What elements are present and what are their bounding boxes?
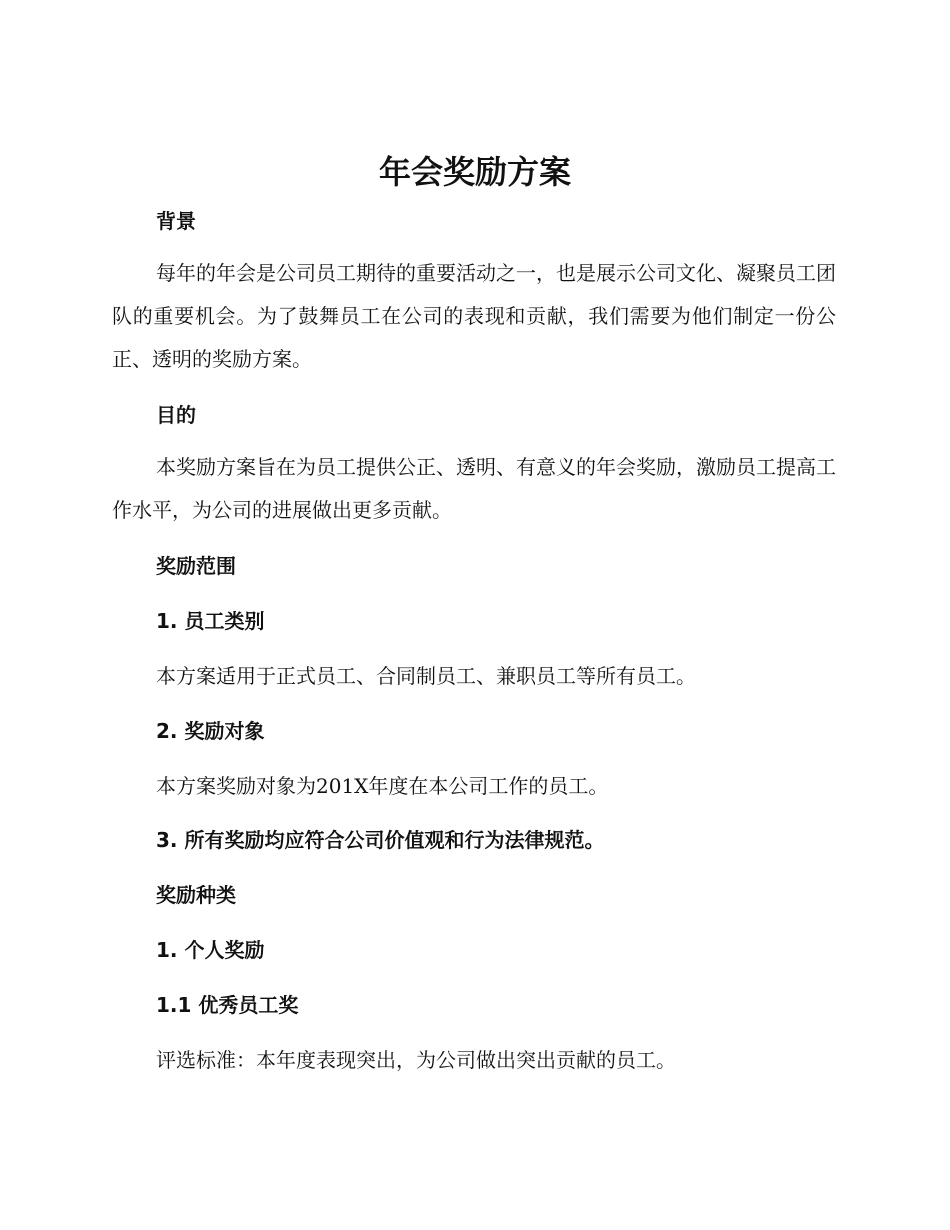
document-title: 年会奖励方案 [378, 153, 571, 191]
scope-item1-text: 本方案适用于正式员工、合同制员工、兼职员工等所有员工。 [156, 664, 696, 688]
types-item1-heading: 1. 个人奖励 [156, 938, 265, 962]
purpose-paragraph: 本奖励方案旨在为员工提供公正、透明、有意义的年会奖励，激励员工提高工作水平，为公司的进展做出更多贡献。 [112, 455, 836, 522]
background-paragraph: 每年的年会是公司员工期待的重要活动之一，也是展示公司文化、凝聚员工团队的重要机会。为了鼓舞员工在公司的表现和贡献，我们需要为他们制定一份公正、透明的奖励方案。 [112, 261, 836, 371]
section-heading-purpose: 目的 [156, 403, 196, 427]
types-item1-1-text: 评选标准：本年度表现突出，为公司做出突出贡献的员工。 [156, 1048, 676, 1072]
scope-item1-heading: 1. 员工类别 [156, 609, 265, 633]
section-heading-scope: 奖励范围 [156, 554, 236, 578]
scope-item2-heading: 2. 奖励对象 [156, 719, 265, 743]
section-heading-background: 背景 [156, 209, 196, 233]
scope-item3-heading: 3. 所有奖励均应符合公司价值观和行为法律规范。 [156, 828, 605, 852]
section-heading-types: 奖励种类 [156, 883, 236, 907]
types-item1-1-heading: 1.1 优秀员工奖 [156, 993, 299, 1017]
scope-item2-text: 本方案奖励对象为201X年度在本公司工作的员工。 [156, 774, 609, 798]
